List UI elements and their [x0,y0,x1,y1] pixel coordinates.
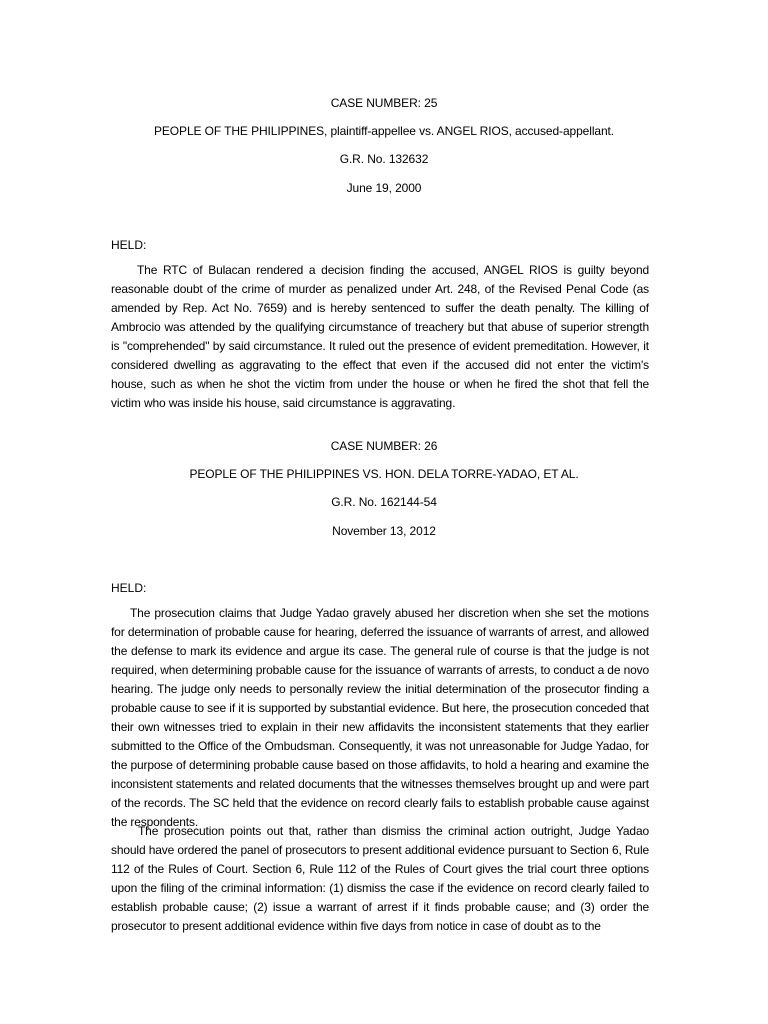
case-26-parties: PEOPLE OF THE PHILIPPINES VS. HON. DELA TORRE-YADAO, ET AL. [189,467,579,481]
case-26-held-paragraph-2: The prosecution points out that, rather than dismiss the criminal action outright, Judge Yadao should have ordered the panel of prosecutors to present additional evidence pursuant to Section 6, Rule 112 of the Rules of Court. Section 6, Rule 112 of the Rules of Court gives the trial court three options upon the filing of the criminal information: (1) dismiss the case if the evidence on record clearly failed to establish probable cause; (2) issue a warrant of arrest if it finds probable cause; and (3) order the prosecutor to present additional evidence within five days from notice in case of doubt as to the [111,824,649,933]
case-25-number: CASE NUMBER: 25 [330,96,438,110]
case-26-held-label: HELD: [111,581,147,595]
case-26-gr-number: G.R. No. 162144-54 [331,495,437,509]
case-26-date: November 13, 2012 [332,524,436,538]
case-26-number: CASE NUMBER: 26 [330,439,438,453]
case-25-gr-number: G.R. No. 132632 [339,152,429,166]
case-25-held-label: HELD: [111,238,147,252]
case-25-parties: PEOPLE OF THE PHILIPPINES, plaintiff-appellee vs. ANGEL RIOS, accused-appellant. [154,124,614,138]
case-26-held-paragraph-1: The prosecution claims that Judge Yadao gravely abused her discretion when she set the motions for determination of probable cause for hearing, deferred the issuance of warrants of arrest, and allowed the defense to mark its evidence and argue its case. The general rule of course is that the judge is not required, when determining probable cause for the issuance of warrants of arrests, to conduct a de novo hearing. The judge only needs to personally review the initial determination of the prosecutor finding a probable cause to see if it is supported by substantial evidence. But here, the prosecution conceded that their own witnesses tried to explain in their new affidavits the inconsistent statements that they earlier submitted to the Office of the Ombudsman. Consequently, it was not unreasonable for Judge Yadao, for the purpose of determining probable cause based on those affidavits, to hold a hearing and examine the inconsistent statements and related documents that the witnesses themselves brought up and were part of the records. The SC held that the evidence on record clearly fails to establish probable cause against the respondents. [111,606,649,829]
case-25-date: June 19, 2000 [346,181,422,195]
case-25-held-text: The RTC of Bulacan rendered a decision finding the accused, ANGEL RIOS is guilty beyond reasonable doubt of the crime of murder as penalized under Art. 248, of the Revised Penal Code (as amended by Rep. Act No. 7659) and is hereby sentenced to suffer the death penalty. The killing of Ambrocio was attended by the qualifying circumstance of treachery but that abuse of superior strength is "comprehended" by said circumstance. It ruled out the presence of evident premeditation. However, it considered dwelling as aggravating to the effect that even if the accused did not enter the victim's house, such as when he shot the victim from under the house or when he fired the shot that fell the victim who was inside his house, said circumstance is aggravating. [111,263,649,410]
